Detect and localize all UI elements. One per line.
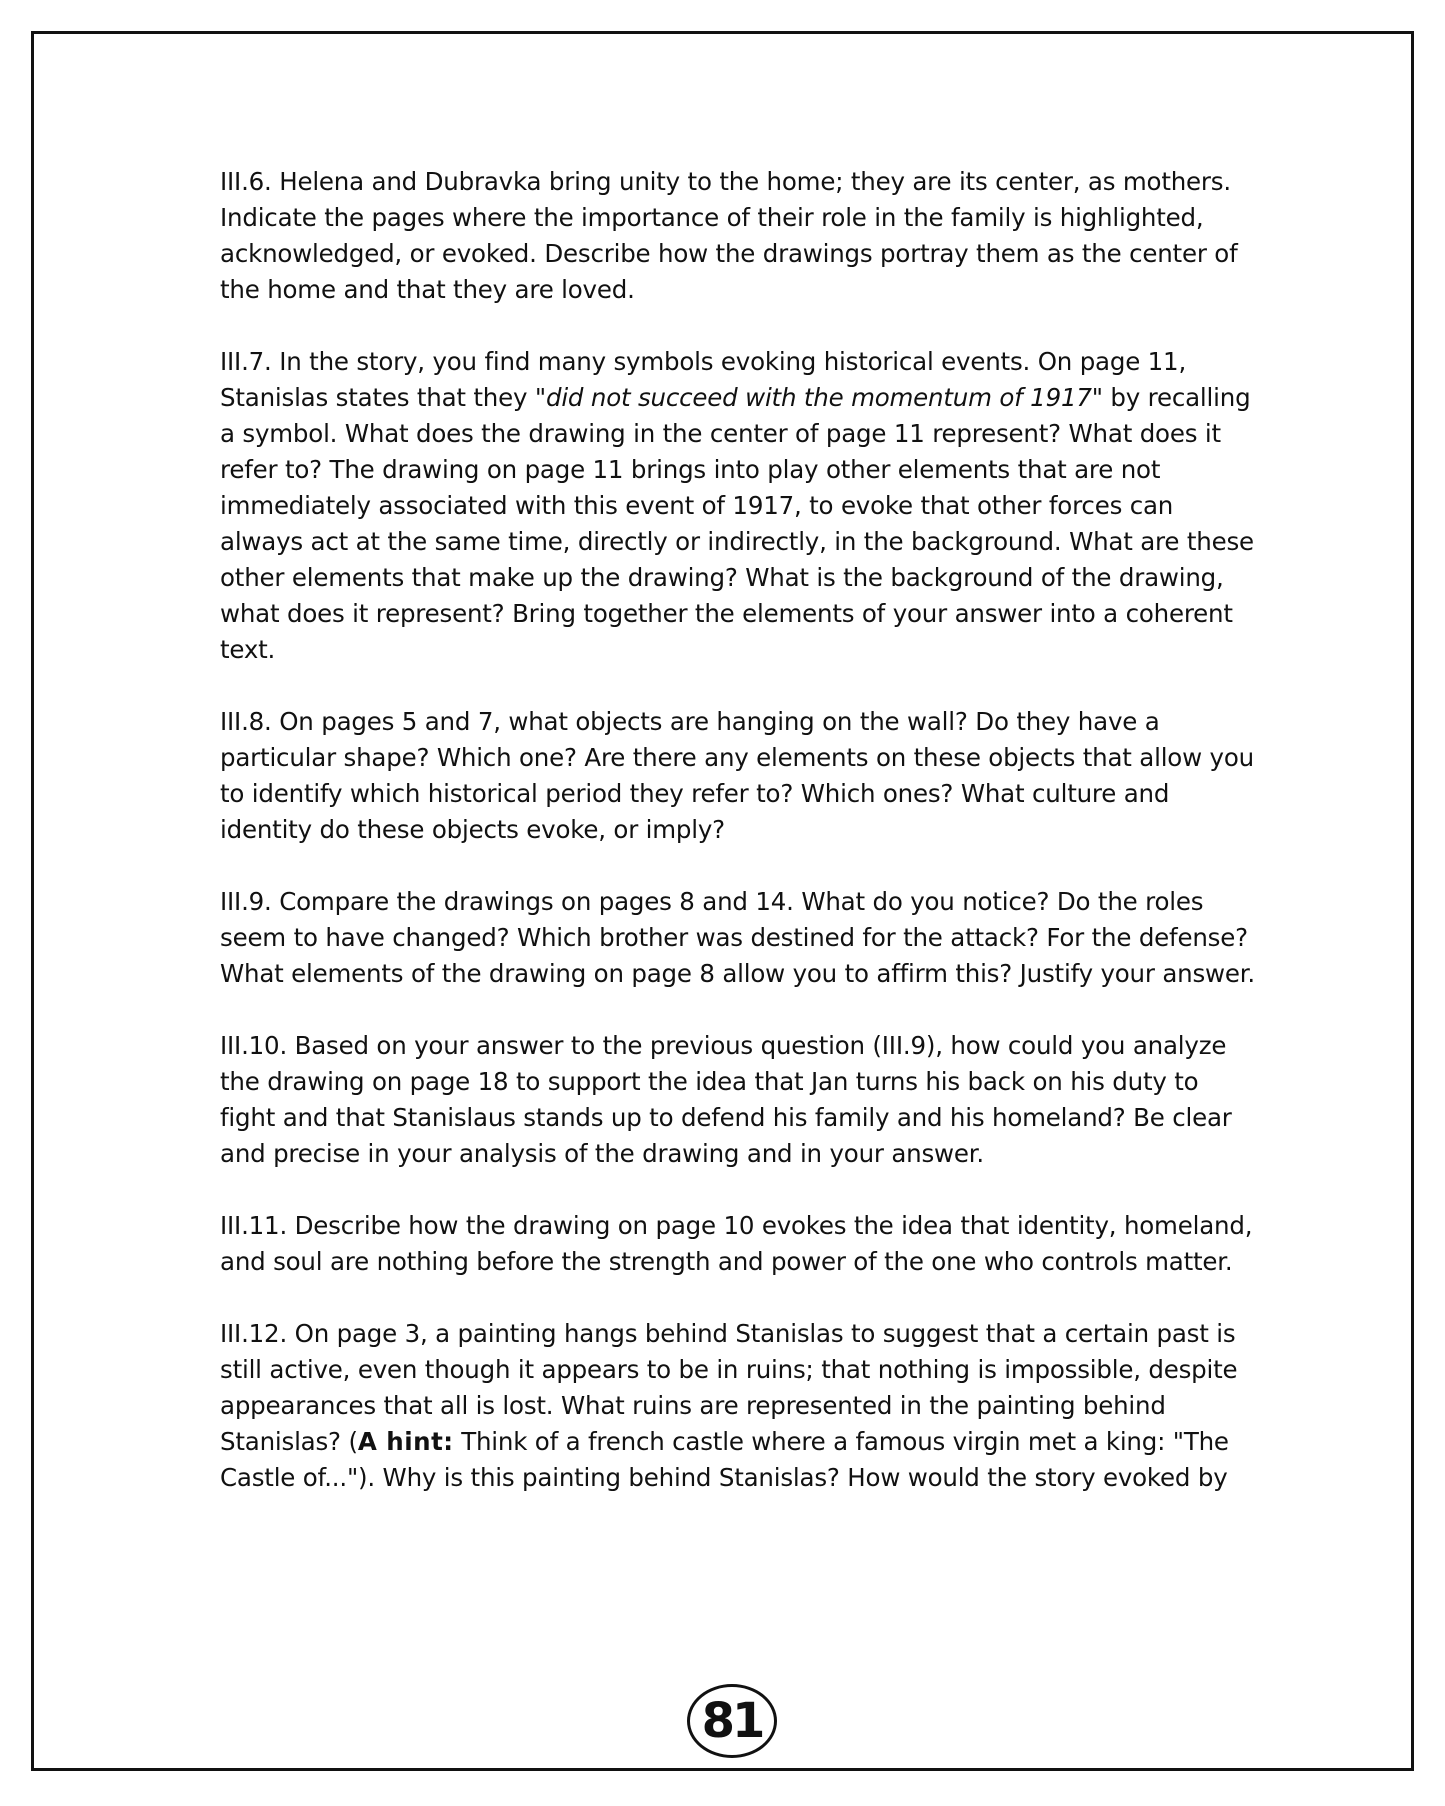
italic-quote: "did not succeed with the momentum of 1917" — [534, 383, 1103, 412]
question-iii-6: III.6. Helena and Dubravka bring unity to the home; they are its center, as mothers. Indicate the pages where the importance of their role in the family is highlighted, acknowledged, or evoked. Describe how the drawings portray them as the center of the home and that they are loved. — [220, 167, 1238, 304]
question-text-start: III.7. In the story, you find many symbols evoking historical events. On page 11, Stanislas states that they — [220, 347, 1187, 412]
page-number-badge: 81 — [687, 1684, 777, 1758]
question-text-end: by recalling a symbol. What does the drawing in the center of page 11 represent? What does it refer to? The drawing on page 11 brings into play other elements that are not immediately associated with this event of 1917, to evoke that other forces can always act at the same time, directly or indirectly, in the background. What are these other elements that make up the drawing? What is the background of the drawing, what does it represent? Bring together the elements of your answer into a coherent text. — [220, 383, 1254, 664]
question-iii-12 — [220, 1316, 1260, 1496]
question-text-end: Think of a french castle where a famous virgin met a king: "The Castle of..."). Why is this painting behind Stanislas? How would the story evoked by — [220, 1427, 1229, 1492]
question-iii-7 — [220, 344, 1260, 668]
question-list — [220, 164, 1260, 1496]
hint-label: A hint: — [357, 1427, 454, 1456]
question-text-start: III.12. On page 3, a painting hangs behind Stanislas to suggest that a certain past is still active, even though it appears to be in ruins; that nothing is impossible, despite appearances that all is lost. What ruins are represented in the painting behind Stanislas? ( — [220, 1319, 1238, 1456]
question-iii-11: III.11. Describe how the drawing on page 10 evokes the idea that identity, homeland, and soul are nothing before the strength and power of the one who controls matter. — [220, 1211, 1253, 1276]
question-iii-9: III.9. Compare the drawings on pages 8 and 14. What do you notice? Do the roles seem to have changed? Which brother was destined for the attack? For the defense? What elements of the drawing on page 8 allow you to affirm this? Justify your answer. — [220, 887, 1255, 988]
question-iii-10: III.10. Based on your answer to the previous question (III.9), how could you analyze the drawing on page 18 to support the idea that Jan turns his back on his duty to fight and that Stanislaus stands up to defend his family and his homeland? Be clear and precise in your analysis of the drawing and in your answer. — [220, 1031, 1232, 1168]
question-iii-8: III.8. On pages 5 and 7, what objects are hanging on the wall? Do they have a particular shape? Which one? Are there any elements on these objects that allow you to identify which historical period they refer to? Which ones? What culture and identity do these objects evoke, or imply? — [220, 707, 1254, 844]
